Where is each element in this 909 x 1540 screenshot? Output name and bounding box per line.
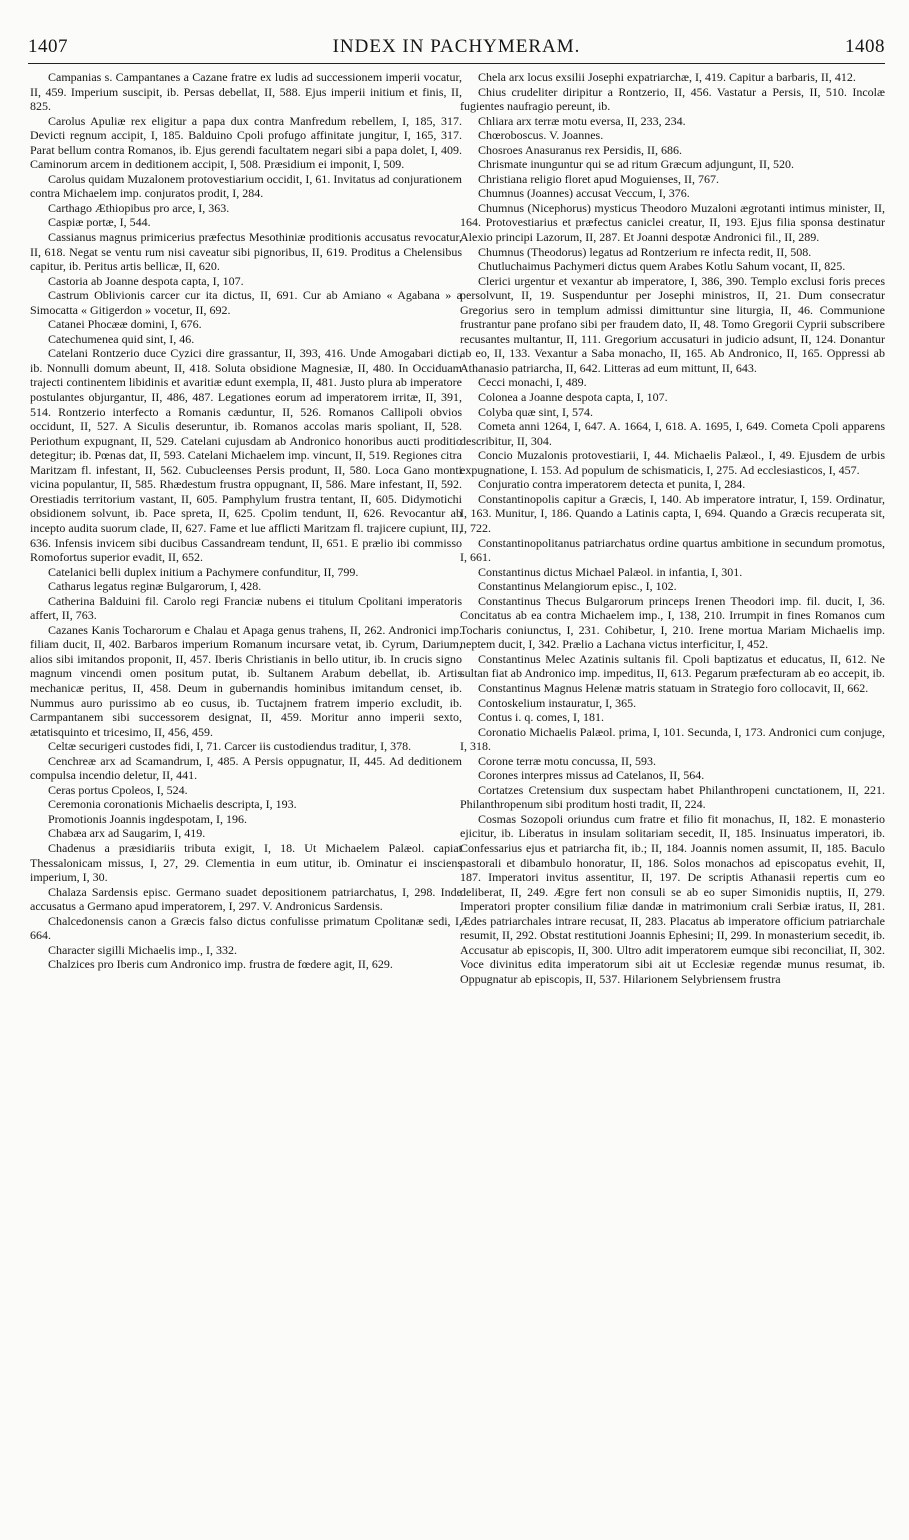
index-entry: Character sigilli Michaelis imp., I, 332. <box>48 942 237 957</box>
page-header <box>28 36 885 66</box>
index-entry: Chela arx locus exsilii Josephi expatriarchæ, I, 419. Capitur a barbaris, II, 412. <box>478 70 856 84</box>
index-entry: Catharus legatus reginæ Bulgarorum, I, 428. <box>48 579 262 594</box>
index-entry: Cazanes Kanis Tocharorum e Chalau et Apaga genus trahens, II, 262. Andronici imp. filiam ducit, II, 402. Barbaros imperium Romanum incursare vetat, ib. Cyrum, Darium, alios sibi imitandos proponit, II, 457. Iberis Christianis in bello utitur, ib. In crucis signo magnum vincendi omen positum putat, ib. Sultanem Arabum debellat, ib. Artis mechanicæ peritus, II, 458. Deum in gubernandis hominibus imitandum censet, ib. Nummus auro purissimo ab eo cusus, ib. Tuctajnem fratrem imperio excludit, ib. Carmpantanem sibi successorem designat, II, 459. Moritur anno imperii sexto, ætatisquinto et tricesimo, II, 456, 459. <box>30 622 462 739</box>
index-entry: Constantinus Magnus Helenæ matris statuam in Strategio foro collocavit, II, 662. <box>478 680 869 695</box>
index-entry: Contoskelium instauratur, I, 365. <box>478 695 637 710</box>
index-entry: Cecci monachi, I, 489. <box>478 375 587 390</box>
index-entry: Coronatio Michaelis Palæol. prima, I, 101. Secunda, I, 173. Andronici cum conjuge, I, 318. <box>460 724 885 754</box>
page-number-right: 1408 <box>845 36 885 57</box>
index-entry: Chrismate inunguntur qui se ad ritum Græcum adjungunt, II, 520. <box>478 157 794 172</box>
index-entry: Castrum Oblivionis carcer cur ita dictus, II, 691. Cur ab Amiano « Agabana » a Simocatta « Gitigerdon » vocetur, II, 692. <box>30 288 462 317</box>
index-entry: Chutluchaimus Pachymeri dictus quem Arabes Kotlu Sahum vocant, II, 825. <box>478 259 846 274</box>
index-entry: Ceremonia coronationis Michaelis descripta, I, 193. <box>48 797 297 812</box>
index-entry: Conjuratio contra imperatorem detecta et punita, I, 284. <box>478 477 746 492</box>
index-entry: Campanias s. Campantanes a Cazane fratre ex ludis ad successionem imperii vocatur, II, 459. Imperium suscipit, ib. Persas debellat, II, 588. Ejus imperii initium et finis, II, 825. <box>30 70 462 114</box>
index-entry: Chius crudeliter diripitur a Rontzerio, II, 456. Vastatur a Persis, II, 510. Incolæ fugientes naufragio pereunt, ib. <box>460 84 885 114</box>
index-entry: Constantinus Thecus Bulgarorum princeps Irenen Theodori imp. fil. ducit, I, 36. Concitatus ab ea contra Michaelem imp., I, 138, 210. Irrumpit in fines Romanos cum Tocharis coniunctus, I, 231. Cohibetur, I, 210. Irene mortua Mariam Michaelis imp. neptem ducit, I, 342. Prælio a Lachana victus interficitur, I, 452. <box>460 593 885 652</box>
index-entry: Constantinus Melec Azatinis sultanis fil. Cpoli baptizatus et educatus, II, 612. Ne sultan fiat ab Andronico imp. impeditus, II, 613. Pegarum præfecturam ab eo accepit, ib. <box>460 651 885 681</box>
index-entry: Chalcedonensis canon a Græcis falso dictus confulisse primatum Cpolitanæ sedi, I, 664. <box>30 913 462 943</box>
index-entry: Concio Muzalonis protovestiarii, I, 44. Michaelis Palæol., I, 49. Ejusdem de urbis expugnatione, I. 153. Ad populum de schismaticis, I, 275. Ad ecclesiasticos, I, 457. <box>460 448 885 477</box>
index-entry: Carthago Æthiopibus pro arce, I, 363. <box>48 200 230 215</box>
index-entry: Chliara arx terræ motu eversa, II, 233, 234. <box>478 113 686 128</box>
index-entry: Cassianus magnus primicerius præfectus Mesothiniæ proditionis accusatus revocatur, II, 618. Negat se ventu rum nisi caveatur sibi pignoribus, II, 619. Proditus a Chelensibus capitur, ib. Peritus artis bellicæ, II, 620. <box>30 230 462 274</box>
header-rule <box>28 63 885 64</box>
index-entry: Constantinus Melangiorum episc., I, 102. <box>478 579 677 594</box>
index-entry: Celtæ securigeri custodes fidi, I, 71. Carcer iis custodiendus traditur, I, 378. <box>48 739 412 754</box>
index-entry: Catanei Phocææ domini, I, 676. <box>48 317 202 332</box>
index-entry: Promotionis Joannis ingdespotam, I, 196. <box>48 811 247 826</box>
index-entry: Chalzices pro Iberis cum Andronico imp. frustra de fœdere agit, II, 629. <box>48 957 393 972</box>
index-entry: Constantinus dictus Michael Palæol. in infantia, I, 301. <box>478 564 743 579</box>
index-entry: Constantinopolitanus patriarchatus ordine quartus ambitione in secundum promotus, I, 661. <box>460 535 885 565</box>
index-entry: Chumnus (Joannes) accusat Veccum, I, 376. <box>478 186 690 201</box>
index-entry: Carolus Apuliæ rex eligitur a papa dux contra Manfredum rebellem, I, 185, 317. Devicti regnum accipit, I, 185. Balduino Cpoli profugo affinitate jungitur, I, 165, 317. Parat bellum contra Romanos, ib. Ejus gerendi facultatem negari sibi a papa dolet, I, 409. Caminorum arcem in deditionem accipit, I, 508. Præsidium ei imponit, I, 509. <box>30 113 462 172</box>
index-entry: Chœroboscus. V. Joannes. <box>478 128 604 143</box>
index-entry: Carolus quidam Muzalonem protovestiarium occidit, I, 61. Invitatus ad conjurationem contra Michaelem imp. conjuratos prodit, I, 284. <box>30 171 462 201</box>
index-entry: Caspiæ portæ, I, 544. <box>48 215 151 230</box>
index-entry: Corones interpres missus ad Catelanos, II, 564. <box>478 768 705 783</box>
index-entry: Clerici urgentur et vexantur ab imperatore, I, 386, 390. Templo exclusi foris preces persolvunt, II, 19. Suspenduntur per Josephi ministros, II, 21. Dum consecratur Gregorius sero in templum admissi dimittuntur sine liturgia, II, 46. Communione frustrantur pane profano sibi per fraudem dato, II, 48. Tomo Gregorii Cyprii subscribere recusantes multantur, II, 111. Gregorium accusaturi in judicio adsunt, II, 124. Donantur ab eo, II, 133. Vexantur a Saba monacho, II, 165. Ab Andronico, II, 165. Oppressi ab Athanasio patriarcha, II, 642. Litteras ad eum mittunt, II, 643. <box>460 273 885 375</box>
index-entry: Chabæa arx ad Saugarim, I, 419. <box>48 826 206 841</box>
running-title: INDEX IN PACHYMERAM. <box>332 36 581 57</box>
index-entry: Cenchreæ arx ad Scamandrum, I, 485. A Persis oppugnatur, II, 445. Ad deditionem compulsa incendio deletur, II, 441. <box>30 753 462 783</box>
right-column <box>460 70 885 1535</box>
index-entry: Cosmas Sozopoli oriundus cum fratre et filio fit monachus, II, 182. E monasterio ejicitur, ib. Liberatus in insulam solitariam secedit, II, 185. Insinuatus imperatori, ib. Confessarius ejus et patriarcha fit, ib.; II, 184. Joannis nomen assumit, II, 185. Baculo pastorali et dibambulo honoratur, II, 186. Solos monachos ad episcopatus evehit, II, 187. Imperatori invitus assentitur, II, 197. De scriptis Athanasii repertis cum eo deliberat, II, 249. Ægre fert non consuli se ab eo super Simonidis nuptiis, II, 279. Imperatori propter consilium filiæ dandæ in matrimonium crali Serbiæ iratus, II, 281. Ædes patriarchales intrare recusat, II, 283. Placatus ab imperatore officium patriarchale resumit, II, 292. Obstat restitutioni Joannis Ephesini; II, 299. In monasterium secedit, ib. Accusatur ab episcopis, II, 300. Ultro adit imperatorem eumque sibi reconciliat, II, 302. Voce divinitus edita imperatorum sibi ait ut Ecclesiæ regendæ munus resumat, ib. Oppugnatur ab episcopis, II, 537. Hilarionem Selybriensem frustra <box>460 811 885 986</box>
index-entry: Colyba quæ sint, I, 574. <box>478 404 594 419</box>
index-entry: Contus i. q. comes, I, 181. <box>478 710 604 725</box>
index-entry: Christiana religio floret apud Moguienses, II, 767. <box>478 171 719 186</box>
index-entry: Chumnus (Theodorus) legatus ad Rontzerium re infecta redit, II, 508. <box>478 244 812 259</box>
index-entry: Chumnus (Nicephorus) mysticus Theodoro Muzaloni ægrotanti intimus minister, II, 164. Protovestiarius et præfectus caniclei creatur, II, 193. Ejus filia sponsa destinatur Alexio principi Lazorum, II, 287. Et Joanni despotæ Andronici fil., II, 289. <box>460 200 885 245</box>
index-entry: Catelani Rontzerio duce Cyzici dire grassantur, II, 393, 416. Unde Amogabari dicti, ib. Nonnulli domum abeunt, II, 418. Soluta obsidione Magnesiæ, II, 480. In Occiduam trajecti continentem libidinis et avaritiæ edunt exempla, II, 481. Justo plura ab imperatore postulantes objurgantur, II, 486, 487. Legationes eorum ad imperatorem irritæ, II, 391, 514. Rontzerio interfecto a Romanis cæduntur, II, 526. Romanos Callipoli obvios occidunt, II, 527. A Siculis deseruntur, ib. Romanos accolas maris spoliant, II, 528. Periothum expugnant, II, 529. Catelani cujusdam ab Andronico honoribus aucti proditio detegitur; ib. Pœnas dat, II, 593. Catelani Michaelem imp. vincunt, II, 519. Regiones citra Maritzam fl. infestant, II, 562. Cubucleenses Persis produnt, II, 580. Loca Gano monti vicina populantur, II, 585. Rhædestum frustra oppugnant, II, 586. Mare infestant, II, 592. Orestiadis territorium vastant, II, 605. Pamphylum frustra tentant, II, 605. Didymotichi obsidionem solvunt, ib. Pace spreta, II, 625. Cpolim tendunt, II, 626. Revocantur ab incepto audita suorum clade, II, 627. Fame et lue afflicti Maritzam fl. trajicere cupiunt, II, 636. Infensis invicem sibi ducibus Cassandream tendunt, II, 651. E prælio ibi commisso Romofortus superior evadit, II, 652. <box>30 346 462 565</box>
index-entry: Catherina Balduini fil. Carolo regi Franciæ nubens ei titulum Cpolitani imperatoris affert, II, 763. <box>30 593 462 623</box>
left-column <box>30 70 462 1535</box>
index-entry: Colonea a Joanne despota capta, I, 107. <box>478 390 668 405</box>
index-entry: Catechumenea quid sint, I, 46. <box>48 331 195 346</box>
page-number-left: 1407 <box>28 36 68 57</box>
index-entry: Chalaza Sardensis episc. Germano suadet depositionem patriarchatus, I, 298. Inde accusatus a Germano apud imperatorem, I, 297. V. Andronicus Sardensis. <box>30 884 462 914</box>
index-entry: Cortatzes Cretensium dux suspectam habet Philanthropeni cunctationem, II, 221. Philanthropenum sibi proditum hosti tradit, II, 224. <box>460 782 885 812</box>
index-entry: Castoria ab Joanne despota capta, I, 107. <box>48 273 244 288</box>
index-entry: Catelanici belli duplex initium a Pachymere confunditur, II, 799. <box>48 564 359 579</box>
index-entry: Chosroes Anasuranus rex Persidis, II, 686. <box>478 142 682 157</box>
index-entry: Cometa anni 1264, I, 647. A. 1664, I, 618. A. 1695, I, 649. Cometa Cpoli apparens describitur, II, 304. <box>460 419 885 448</box>
index-entry: Corone terræ motu concussa, II, 593. <box>478 753 656 768</box>
index-entry: Constantinopolis capitur a Græcis, I, 140. Ab imperatore intratur, I, 159. Ordinatur, I, 163. Munitur, I, 186. Quando a Latinis capta, I, 694. Quando a Græcis recuperata sit, I, 722. <box>460 491 885 535</box>
index-entry: Chadenus a præsidiariis tributa exigit, I, 18. Ut Michaelem Palæol. capiat Thessalonicam missus, I, 27, 29. Clementia in eum utitur, ib. Ominatur ei insciens imperium, I, 30. <box>30 840 462 885</box>
index-entry: Ceras portus Cpoleos, I, 524. <box>48 782 188 797</box>
